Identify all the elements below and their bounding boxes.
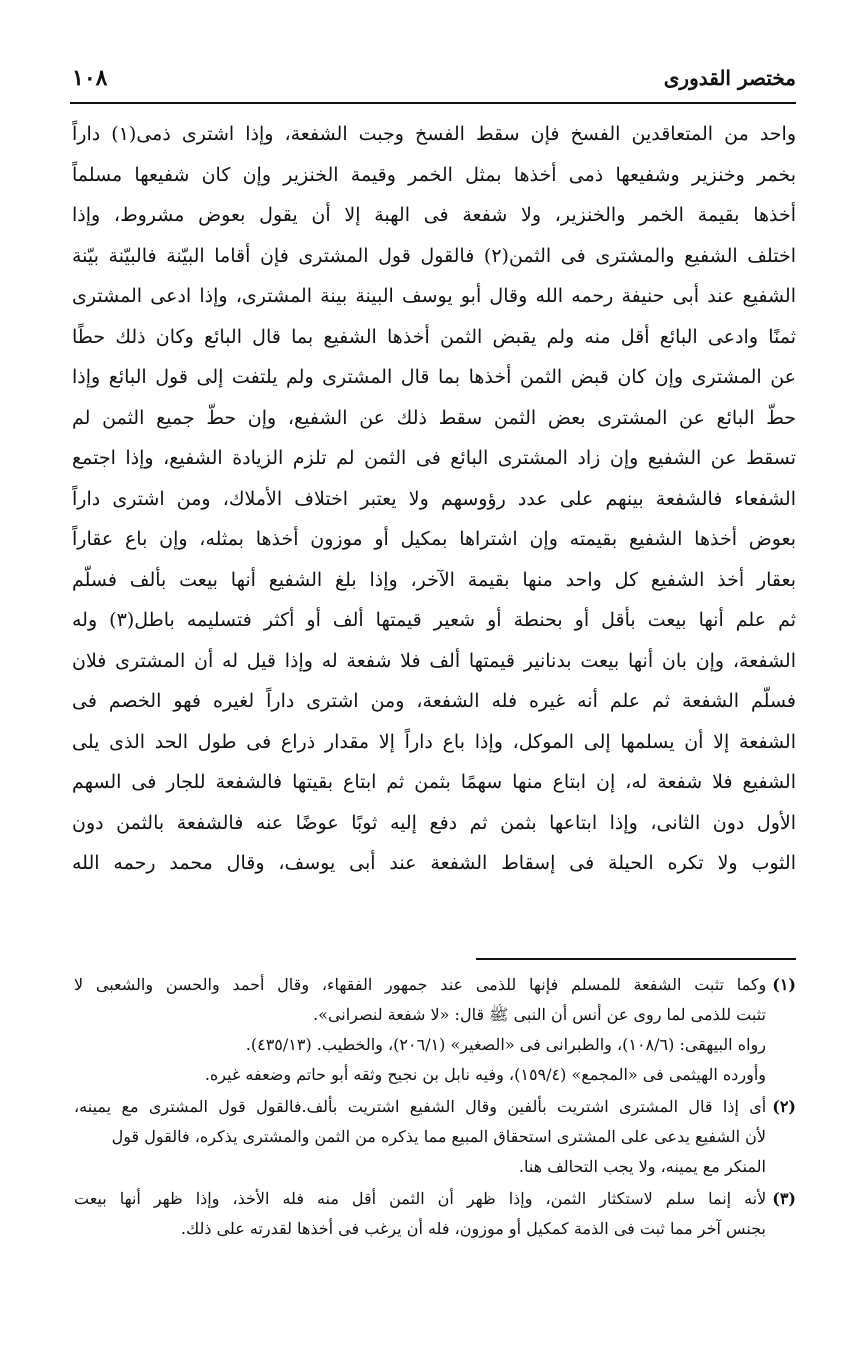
page-header bbox=[72, 58, 796, 98]
footnote-3 bbox=[74, 1184, 796, 1244]
page-number: ١٠٨ bbox=[72, 65, 108, 91]
text-line: الأول دون الثانى، وإذا ابتاعها بثمن ثم دفع إليه ثوبًا عوضًا عنه فالشفعة بالثمن دون bbox=[72, 811, 796, 834]
footnote-line: بجنس آخر مما ثبت فى الذمة كمكيل أو موزون، فله أن يرغب فى أخذها لقدرته على ذلك. bbox=[180, 1219, 766, 1238]
text-line: الشفعة، وإن بان أنها بيعت بدنانير قيمتها ألف فلا شفعة له وإذا قيل له أن المشترى فلان bbox=[72, 649, 796, 672]
text-line: الشفيع فلا شفعة له، إن ابتاع منها سهمًا بثمن ثم ابتاع بقيتها فالشفعة للجار فى السهم bbox=[72, 771, 796, 793]
text-line: عن المشترى وإن كان قبض الثمن أخذها بما قال المشترى ولم يلتفت إلى قول البائع وإذا bbox=[72, 366, 796, 388]
footnote-number: (١) bbox=[772, 975, 796, 994]
footnote-line: تثبت للذمى لما روى عن أنس أن النبى ﷺ قال: «لا شفعة لنصرانى». bbox=[313, 1005, 766, 1024]
footnote-line bbox=[74, 1184, 796, 1214]
header-rule bbox=[70, 102, 796, 104]
text-line: اختلف الشفيع والمشترى فى الثمن(٢) فالقول قول المشترى فإن أقاما البيّنة فالبيّنة بيّنة bbox=[72, 244, 796, 267]
text-line: تسقط عن الشفيع وإن زاد المشترى البائع فى الثمن لم تلزم الزيادة الشفيع، وإذا اجتمع bbox=[72, 447, 796, 469]
text-line: أخذها بقيمة الخمر والخنزير، ولا شفعة فى الهبة إلا أن يقول بعوض مشروط، وإذا bbox=[72, 204, 796, 226]
footnote-text: أى إذا قال المشترى اشتريت بألفين وقال الشفيع اشتريت بألف.فالقول قول المشترى مع يمينه، bbox=[74, 1097, 767, 1116]
text-line: الشفيع عند أبى حنيفة رحمه الله وقال أبو يوسف البينة بينة المشترى، وإذا ادعى المشترى bbox=[72, 285, 796, 307]
footnote-line: وأورده الهيثمى فى «المجمع» (١٥٩/٤)، وفيه نابل بن نجيح وثقه أبو حاتم وضعفه غيره. bbox=[204, 1065, 766, 1084]
text-line: ثم علم أنها بيعت بأقل أو بحنطة أو شعير قيمتها ألف أو أكثر فتسليمه باطل(٣) وله bbox=[72, 609, 796, 631]
footnote-line: رواه البيهقى: (١٠٨/٦)، والطبرانى فى «الصغير» (٢٠٦/١)، والخطيب. (٤٣٥/١٣). bbox=[245, 1035, 766, 1054]
footnote-text: لأنه إنما سلم لاستكثار الثمن، وإذا ظهر أن الثمن أقل منه فله الأخذ، وإذا ظهر أنها بيعت bbox=[74, 1189, 767, 1208]
text-line: الثوب ولا تكره الحيلة فى إسقاط الشفعة عند أبى يوسف، وقال محمد رحمه الله bbox=[72, 852, 796, 874]
footnote-line bbox=[74, 970, 796, 1000]
text-line: الشفعاء فالشفعة بينهم على عدد رؤوسهم ولا يعتبر اختلاف الأملاك، ومن اشترى داراً bbox=[72, 487, 796, 510]
text-line: حطّ البائع عن المشترى بعض الثمن سقط ذلك عن الشفيع، وإن حطّ جميع الثمن لم bbox=[72, 406, 796, 429]
footnote-number: (٣) bbox=[772, 1189, 796, 1208]
text-line: بخمر وخنزير وشفيعها ذمى أخذها بمثل الخمر وقيمة الخنزير وإن كان شفيعها مسلماً bbox=[72, 163, 796, 186]
footnotes bbox=[74, 970, 796, 1246]
footnote-line bbox=[74, 1092, 796, 1122]
footnote-1 bbox=[74, 970, 796, 1090]
footnote-text: وكما تثبت الشفعة للمسلم فإنها للذمى عند جمهور الفقهاء، وقال أحمد والحسن والشعبى لا bbox=[74, 975, 767, 994]
text-line: واحد من المتعاقدين الفسخ فإن سقط الفسخ وجبت الشفعة، وإذا اشترى ذمى(١) داراً bbox=[72, 123, 796, 145]
footnote-number: (٢) bbox=[772, 1097, 796, 1116]
footnote-line: المنكر مع يمينه، ولا يجب التحالف هنا. bbox=[518, 1157, 766, 1176]
main-text bbox=[72, 114, 796, 884]
book-title: مختصر القدورى bbox=[663, 66, 796, 90]
text-line: فسلّم الشفعة ثم علم أنه غيره فله الشفعة، ومن اشترى داراً لغيره فهو الخصم فى bbox=[72, 690, 796, 712]
text-line: بعوض أخذها الشفيع بقيمته وإن اشتراها بمكيل أو موزون أخذها بمثله، وإن باع عقاراً bbox=[72, 528, 796, 550]
footnote-2 bbox=[74, 1092, 796, 1182]
text-line: بعقار أخذ الشفيع كل واحد منها بقيمة الآخر، وإذا بلغ الشفيع أنها بيعت بألف فسلّم bbox=[72, 568, 796, 591]
text-line: ثمنًا وادعى البائع أقل منه ولم يقبض الثمن أخذها الشفيع بما قال البائع وكان ذلك حطًا bbox=[72, 325, 796, 348]
footnote-separator bbox=[476, 958, 796, 960]
text-line: الشفعة إلا أن يسلمها إلى الموكل، وإذا باع داراً إلا مقدار ذراع فى طول الحد الذى يلى bbox=[72, 730, 796, 753]
footnote-line: لأن الشفيع يدعى على المشترى استحقاق المبيع مما يذكره من الثمن والمشترى يذكره، فالقول قول bbox=[111, 1127, 766, 1146]
